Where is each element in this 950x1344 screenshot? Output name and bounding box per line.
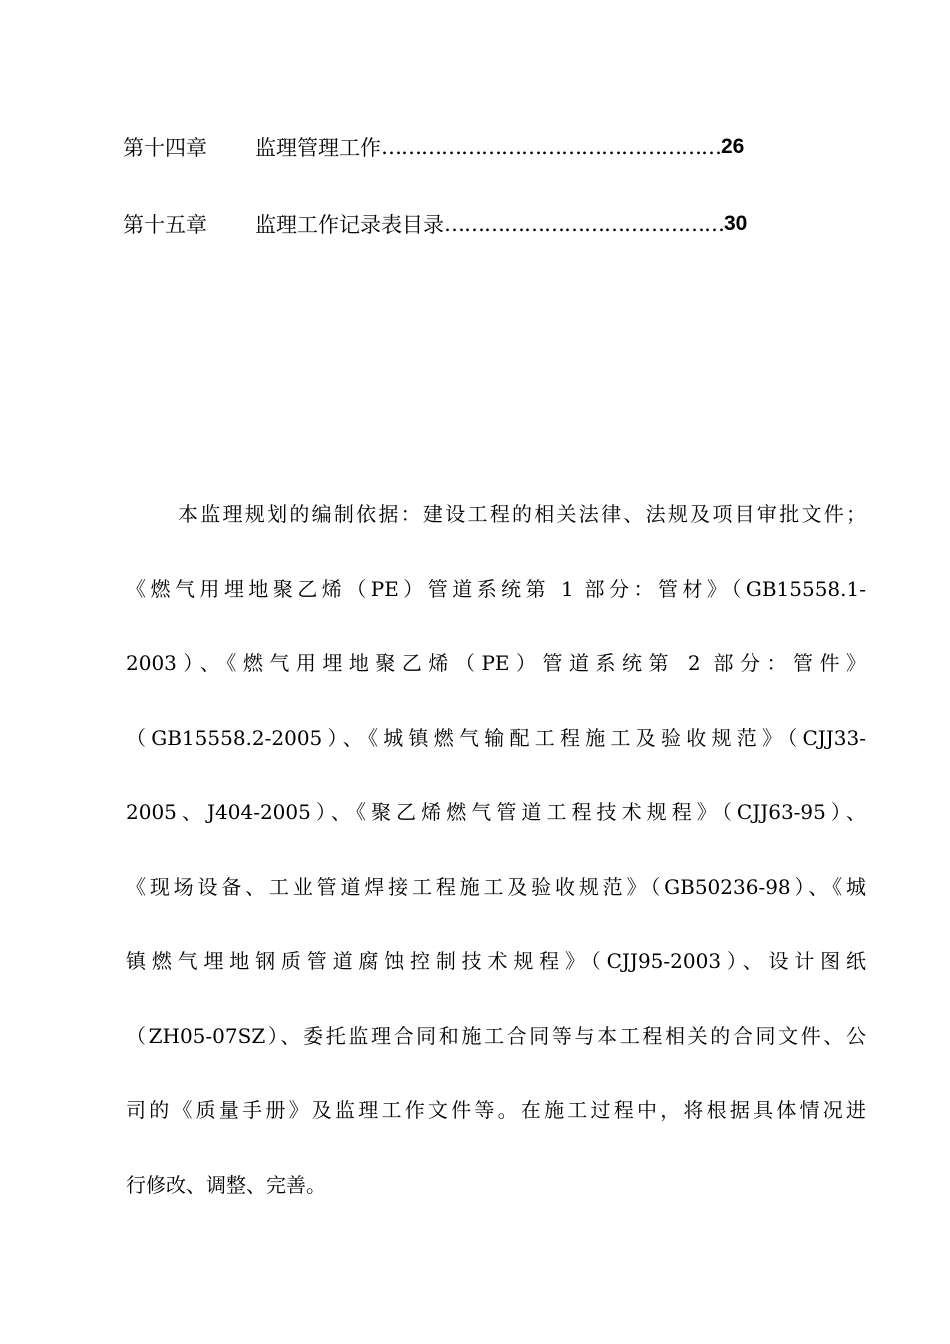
paragraph-line-text: 镇燃气埋地钢质管道腐蚀控制技术规程》（CJJ95-2003）、设计图纸 (126, 949, 866, 973)
basis-paragraph (126, 494, 866, 1239)
paragraph-line (126, 643, 866, 718)
paragraph-line (126, 1090, 866, 1165)
paragraph-line-text: 行修改、调整、完善。 (126, 1172, 326, 1197)
paragraph-line (126, 1016, 866, 1091)
paragraph-line-text: （ZH05-07SZ）、委托监理合同和施工合同等与本工程相关的合同文件、公 (126, 1023, 866, 1048)
paragraph-line (126, 941, 866, 1016)
toc-chapter-title: 监理管理工作 (255, 136, 381, 160)
paragraph-line (126, 1165, 866, 1240)
paragraph-line (126, 494, 866, 569)
toc-chapter-number: 第十四章 (123, 136, 207, 160)
toc-chapter-title: 监理工作记录表目录 (255, 213, 444, 237)
table-of-contents (123, 128, 823, 282)
paragraph-line-text: 《燃气用埋地聚乙烯（PE）管道系统第 1 部分：管材》（GB15558.1- (126, 576, 866, 601)
toc-dot-leader: …………………………………… (444, 212, 724, 236)
paragraph-line-text: 《现场设备、工业管道焊接工程施工及验收规范》（GB50236-98）、《城 (126, 874, 866, 899)
toc-page-number: 26 (721, 135, 745, 158)
paragraph-line (126, 569, 866, 644)
toc-entry-chapter-15[interactable] (123, 205, 823, 243)
paragraph-line-text: （GB15558.2-2005）、《城镇燃气输配工程施工及验收规范》（CJJ33- (126, 725, 866, 750)
toc-chapter-number: 第十五章 (123, 213, 207, 237)
paragraph-line (126, 867, 866, 942)
paragraph-line-text: 2003）、《燃气用埋地聚乙烯（PE）管道系统第 2 部分：管件》 (126, 651, 866, 675)
toc-page-number: 30 (724, 212, 748, 235)
paragraph-line-text: 司的《质量手册》及监理工作文件等。在施工过程中，将根据具体情况进 (126, 1098, 866, 1122)
toc-entry-chapter-14[interactable] (123, 128, 823, 166)
toc-dot-leader: …………………………………………… (381, 135, 721, 159)
paragraph-line-text: 2005、J404-2005）、《聚乙烯燃气管道工程技术规程》（CJJ63-95）、 (126, 800, 866, 824)
paragraph-line-text: 本监理规划的编制依据：建设工程的相关法律、法规及项目审批文件； (178, 502, 866, 526)
paragraph-line (126, 792, 866, 867)
paragraph-line (126, 718, 866, 793)
